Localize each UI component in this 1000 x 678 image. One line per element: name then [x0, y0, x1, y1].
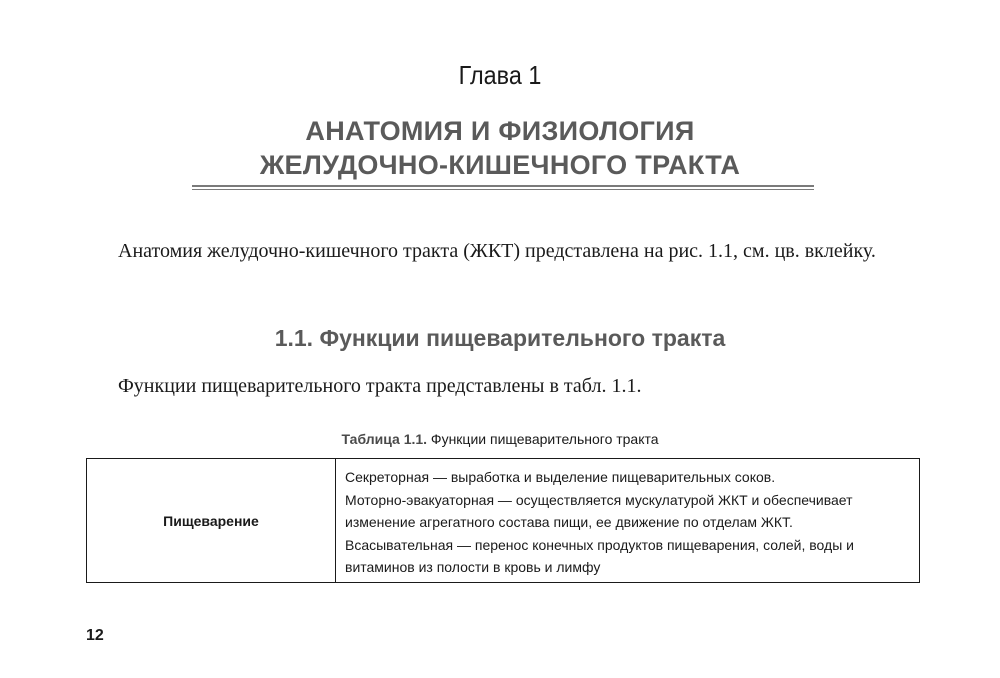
chapter-label: Глава 1 — [458, 60, 542, 90]
chapter-title-line-2: ЖЕЛУДОЧНО-КИШЕЧНОГО ТРАКТА — [259, 150, 741, 180]
chapter-title-line-1: АНАТОМИЯ И ФИЗИОЛОГИЯ — [305, 116, 695, 146]
table-line: Моторно-эвакуаторная — осуществляется мускулатурой ЖКТ и обеспечивает — [345, 491, 853, 508]
chapter-title — [0, 114, 1000, 182]
table-row-heading: Пищеварение — [87, 459, 336, 582]
title-double-rule — [192, 185, 814, 190]
table-line: Всасывательная — перенос конечных продуктов пищеварения, солей, воды и — [345, 536, 854, 553]
intro-paragraph: Анатомия желудочно-кишечного тракта (ЖКТ) представлена на рис. 1.1, см. цв. вклейку. — [118, 240, 876, 262]
table-caption-number: Таблица 1.1. — [341, 431, 428, 447]
table-line: изменение агрегатного состава пищи, ее движение по отделам ЖКТ. — [345, 514, 793, 530]
section-title: 1.1. Функции пищеварительного тракта — [274, 325, 726, 351]
table-caption — [0, 431, 1000, 447]
table-line: Секреторная — выработка и выделение пищеварительных соков. — [345, 469, 776, 485]
table-row-content — [336, 459, 919, 582]
table-caption-text: Функции пищеварительного тракта — [427, 431, 659, 447]
functions-table — [86, 458, 920, 583]
page-number: 12 — [86, 627, 104, 644]
table-line: витаминов из полости в кровь и лимфу — [345, 559, 601, 575]
section-paragraph: Функции пищеварительного тракта представлены в табл. 1.1. — [118, 375, 642, 397]
